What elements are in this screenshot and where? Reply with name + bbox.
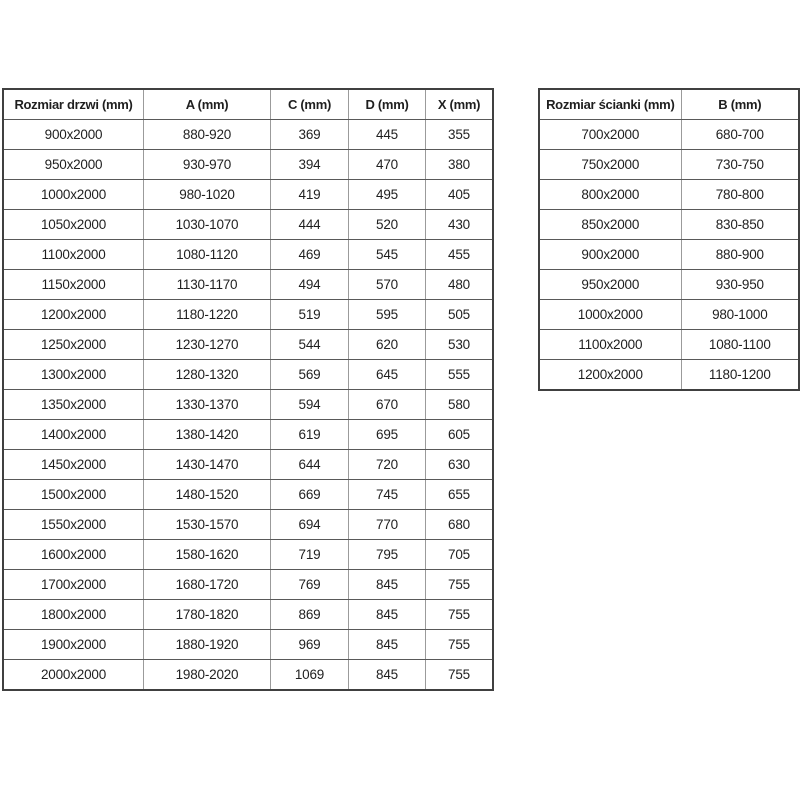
table-cell: 1430-1470 (144, 450, 271, 480)
table-cell: 750x2000 (539, 150, 681, 180)
table-row (3, 510, 493, 540)
door-sizes-table-container (2, 88, 494, 691)
table-cell: 444 (271, 210, 349, 240)
table-cell: 755 (426, 570, 494, 600)
column-header: B (mm) (681, 89, 799, 120)
table-cell: 1130-1170 (144, 270, 271, 300)
table-cell: 700x2000 (539, 120, 681, 150)
table-row (3, 210, 493, 240)
table-row (3, 420, 493, 450)
table-cell: 520 (349, 210, 426, 240)
table-cell: 1030-1070 (144, 210, 271, 240)
table-row (3, 540, 493, 570)
table-cell: 494 (271, 270, 349, 300)
table-row (3, 660, 493, 691)
column-header: X (mm) (426, 89, 494, 120)
table-cell: 1350x2000 (3, 390, 144, 420)
table-cell: 969 (271, 630, 349, 660)
table-cell: 545 (349, 240, 426, 270)
table-cell: 795 (349, 540, 426, 570)
table-cell: 730-750 (681, 150, 799, 180)
table-row (539, 180, 799, 210)
table-cell: 1980-2020 (144, 660, 271, 691)
table-cell: 719 (271, 540, 349, 570)
table-cell: 1550x2000 (3, 510, 144, 540)
table-cell: 1000x2000 (539, 300, 681, 330)
table-cell: 980-1020 (144, 180, 271, 210)
table-cell: 645 (349, 360, 426, 390)
table-cell: 530 (426, 330, 494, 360)
table-cell: 1180-1200 (681, 360, 799, 391)
table-cell: 430 (426, 210, 494, 240)
table-cell: 900x2000 (3, 120, 144, 150)
table-row (539, 360, 799, 391)
table-cell: 720 (349, 450, 426, 480)
table-cell: 694 (271, 510, 349, 540)
table-cell: 845 (349, 570, 426, 600)
table-cell: 455 (426, 240, 494, 270)
table-cell: 1080-1120 (144, 240, 271, 270)
table-cell: 845 (349, 630, 426, 660)
table-cell: 845 (349, 660, 426, 691)
table-cell: 1150x2000 (3, 270, 144, 300)
table-cell: 544 (271, 330, 349, 360)
table-cell: 1330-1370 (144, 390, 271, 420)
table-cell: 369 (271, 120, 349, 150)
table-cell: 830-850 (681, 210, 799, 240)
table-cell: 394 (271, 150, 349, 180)
table-cell: 1400x2000 (3, 420, 144, 450)
table-cell: 980-1000 (681, 300, 799, 330)
table-cell: 1200x2000 (539, 360, 681, 391)
table-cell: 755 (426, 600, 494, 630)
wall-panel-sizes-table (538, 88, 800, 391)
table-row (539, 270, 799, 300)
table-cell: 380 (426, 150, 494, 180)
table-row (3, 450, 493, 480)
table-cell: 1200x2000 (3, 300, 144, 330)
table-row (539, 300, 799, 330)
table-cell: 495 (349, 180, 426, 210)
table-row (3, 330, 493, 360)
table-cell: 1450x2000 (3, 450, 144, 480)
table-cell: 680-700 (681, 120, 799, 150)
table-cell: 705 (426, 540, 494, 570)
door-table-header-row (3, 89, 493, 120)
table-cell: 569 (271, 360, 349, 390)
table-cell: 670 (349, 390, 426, 420)
table-cell: 619 (271, 420, 349, 450)
table-row (3, 240, 493, 270)
table-cell: 419 (271, 180, 349, 210)
table-row (539, 210, 799, 240)
table-cell: 1500x2000 (3, 480, 144, 510)
wall-table-header-row (539, 89, 799, 120)
table-row (3, 600, 493, 630)
table-cell: 930-970 (144, 150, 271, 180)
table-row (3, 150, 493, 180)
table-cell: 519 (271, 300, 349, 330)
table-cell: 470 (349, 150, 426, 180)
table-cell: 950x2000 (539, 270, 681, 300)
table-cell: 644 (271, 450, 349, 480)
table-row (3, 270, 493, 300)
table-row (3, 570, 493, 600)
table-cell: 755 (426, 630, 494, 660)
table-cell: 594 (271, 390, 349, 420)
table-cell: 405 (426, 180, 494, 210)
table-cell: 1000x2000 (3, 180, 144, 210)
table-cell: 580 (426, 390, 494, 420)
table-row (3, 480, 493, 510)
column-header: C (mm) (271, 89, 349, 120)
table-cell: 1300x2000 (3, 360, 144, 390)
table-cell: 1250x2000 (3, 330, 144, 360)
table-cell: 869 (271, 600, 349, 630)
table-cell: 695 (349, 420, 426, 450)
table-cell: 850x2000 (539, 210, 681, 240)
column-header: Rozmiar drzwi (mm) (3, 89, 144, 120)
table-cell: 1050x2000 (3, 210, 144, 240)
table-cell: 800x2000 (539, 180, 681, 210)
table-cell: 1180-1220 (144, 300, 271, 330)
table-cell: 880-920 (144, 120, 271, 150)
table-cell: 1100x2000 (539, 330, 681, 360)
table-cell: 355 (426, 120, 494, 150)
table-cell: 770 (349, 510, 426, 540)
table-cell: 900x2000 (539, 240, 681, 270)
table-cell: 1530-1570 (144, 510, 271, 540)
table-cell: 1230-1270 (144, 330, 271, 360)
column-header: D (mm) (349, 89, 426, 120)
table-cell: 480 (426, 270, 494, 300)
table-row (3, 120, 493, 150)
table-cell: 1680-1720 (144, 570, 271, 600)
table-row (3, 630, 493, 660)
table-row (3, 360, 493, 390)
table-cell: 1100x2000 (3, 240, 144, 270)
table-cell: 1900x2000 (3, 630, 144, 660)
table-cell: 950x2000 (3, 150, 144, 180)
table-cell: 680 (426, 510, 494, 540)
table-row (3, 300, 493, 330)
table-cell: 769 (271, 570, 349, 600)
table-row (539, 150, 799, 180)
table-cell: 1380-1420 (144, 420, 271, 450)
table-row (3, 390, 493, 420)
table-cell: 1280-1320 (144, 360, 271, 390)
table-cell: 755 (426, 660, 494, 691)
door-sizes-table (2, 88, 494, 691)
table-cell: 570 (349, 270, 426, 300)
table-cell: 620 (349, 330, 426, 360)
table-cell: 1600x2000 (3, 540, 144, 570)
table-cell: 1069 (271, 660, 349, 691)
table-cell: 1700x2000 (3, 570, 144, 600)
table-cell: 880-900 (681, 240, 799, 270)
table-cell: 745 (349, 480, 426, 510)
table-cell: 669 (271, 480, 349, 510)
table-cell: 1580-1620 (144, 540, 271, 570)
table-cell: 845 (349, 600, 426, 630)
table-cell: 595 (349, 300, 426, 330)
table-cell: 605 (426, 420, 494, 450)
table-cell: 469 (271, 240, 349, 270)
table-cell: 930-950 (681, 270, 799, 300)
table-cell: 555 (426, 360, 494, 390)
table-cell: 1880-1920 (144, 630, 271, 660)
table-cell: 655 (426, 480, 494, 510)
table-row (539, 240, 799, 270)
table-cell: 445 (349, 120, 426, 150)
table-cell: 780-800 (681, 180, 799, 210)
table-row (539, 120, 799, 150)
table-cell: 2000x2000 (3, 660, 144, 691)
table-cell: 1080-1100 (681, 330, 799, 360)
table-cell: 630 (426, 450, 494, 480)
table-cell: 1780-1820 (144, 600, 271, 630)
table-cell: 1480-1520 (144, 480, 271, 510)
column-header: Rozmiar ścianki (mm) (539, 89, 681, 120)
table-cell: 1800x2000 (3, 600, 144, 630)
column-header: A (mm) (144, 89, 271, 120)
table-cell: 505 (426, 300, 494, 330)
wall-panel-sizes-table-container (538, 88, 800, 391)
table-row (3, 180, 493, 210)
table-row (539, 330, 799, 360)
